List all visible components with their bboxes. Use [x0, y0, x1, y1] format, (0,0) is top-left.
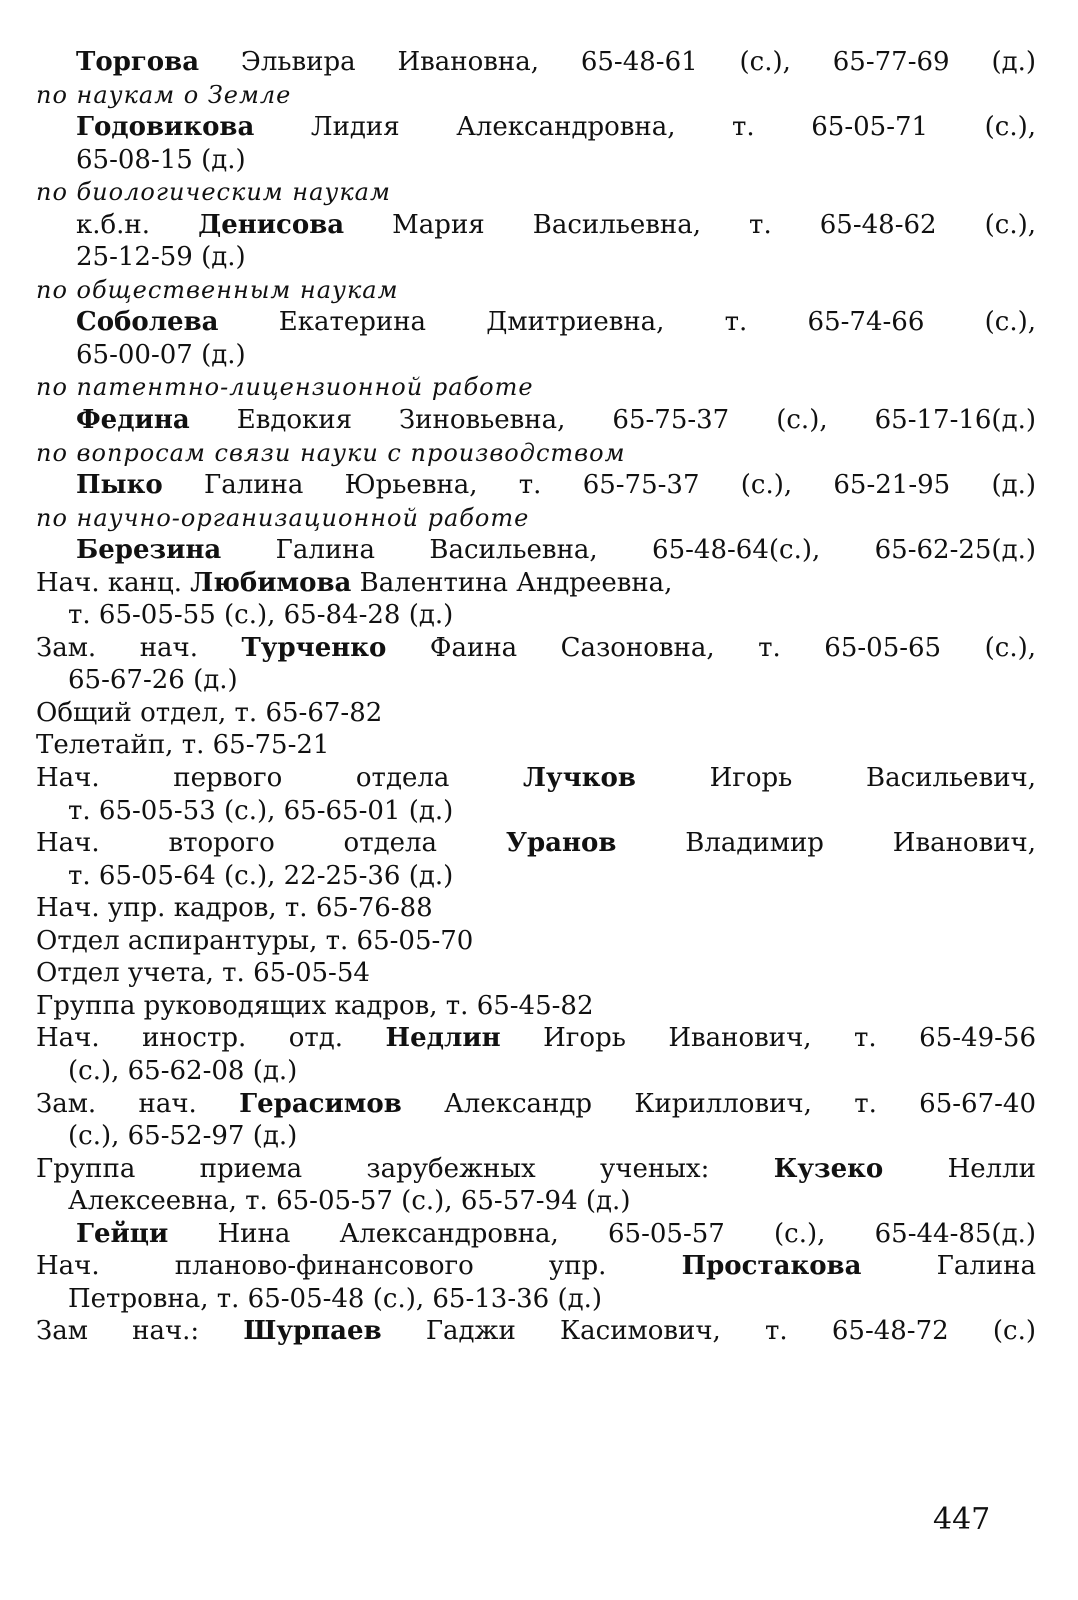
directory-line [36, 1250, 1036, 1283]
section-label [36, 437, 1036, 470]
directory-line [36, 144, 1036, 177]
entry-text: Группа приема зарубежных ученых: [36, 1153, 774, 1184]
entry-text: к.б.н. [76, 209, 199, 240]
entry-text: по биологическим наукам [36, 178, 391, 207]
entry-text: Фаина Сазоновна, т. 65-05-65 (с.), [386, 632, 1036, 663]
person-surname: Кузеко [773, 1153, 884, 1184]
person-surname: Березина [76, 535, 222, 566]
directory-line [36, 762, 1036, 795]
entry-text: Галина Васильевна, 65-48-64(с.), 65-62-25(д.) [221, 535, 1036, 566]
entry-text: Валентина Андреевна, [351, 567, 673, 598]
entry-text: 25-12-59 (д.) [76, 242, 246, 273]
entry-text: Зам нач.: [36, 1316, 244, 1347]
entry-text: 65-08-15 (д.) [76, 144, 246, 175]
directory-line [36, 209, 1036, 242]
person-surname: Герасимов [239, 1088, 402, 1119]
directory-line [36, 892, 1036, 925]
directory-line [36, 339, 1036, 372]
person-surname: Простакова [681, 1251, 862, 1282]
entry-text: по патентно-лицензионной работе [36, 373, 534, 402]
directory-line [36, 697, 1036, 730]
directory-line [36, 1283, 1036, 1316]
entry-text: Лидия Александровна, т. 65-05-71 (с.), [254, 112, 1036, 143]
person-surname: Торгова [76, 47, 200, 77]
entry-text: 65-67-26 (д.) [68, 665, 238, 696]
directory-line [36, 1185, 1036, 1218]
directory-line [36, 404, 1036, 437]
directory-line [36, 241, 1036, 274]
entry-text: Алексеевна, т. 65-05-57 (с.), 65-57-94 (д.) [68, 1186, 631, 1217]
person-surname: Годовикова [76, 112, 255, 143]
directory-line [36, 1218, 1036, 1251]
person-surname: Федина [76, 405, 190, 436]
section-label [36, 502, 1036, 535]
person-surname: Гейци [76, 1218, 169, 1249]
section-label [36, 371, 1036, 404]
entry-text: Отдел аспирантуры, т. 65-05-70 [36, 925, 474, 956]
entry-text: Телетайп, т. 65-75-21 [36, 730, 330, 761]
directory-line [36, 957, 1036, 990]
directory-line [36, 46, 1036, 79]
entry-text: Зам. нач. [36, 632, 242, 663]
directory-line [36, 599, 1036, 632]
entry-text: Зам. нач. [36, 1088, 240, 1119]
directory-line [36, 1088, 1036, 1121]
entry-text: Отдел учета, т. 65-05-54 [36, 958, 370, 989]
entry-text: т. 65-05-53 (с.), 65-65-01 (д.) [68, 795, 454, 826]
entry-text: Нелли [883, 1153, 1036, 1184]
entry-text: Нач. планово-финансового упр. [36, 1251, 682, 1282]
entry-text: Нач. канц. [36, 567, 191, 598]
entry-text: по наукам о Земле [36, 80, 292, 109]
directory-line [36, 795, 1036, 828]
person-surname: Любимова [190, 567, 352, 598]
entry-text: Гаджи Касимович, т. 65-48-72 (с.) [381, 1316, 1036, 1347]
entry-text: Игорь Васильевич, [635, 763, 1036, 794]
entry-text: по вопросам связи науки с производством [36, 438, 626, 467]
person-surname: Пыко [76, 470, 163, 501]
person-surname: Шурпаев [243, 1316, 382, 1347]
person-surname: Денисова [198, 209, 345, 240]
entry-text: т. 65-05-64 (с.), 22-25-36 (д.) [68, 860, 454, 891]
entry-text: Мария Васильевна, т. 65-48-62 (с.), [344, 209, 1036, 240]
directory-line [36, 567, 1036, 600]
entry-text: Нач. первого отдела [36, 763, 524, 794]
directory-line [36, 827, 1036, 860]
person-surname: Недлин [385, 1023, 501, 1054]
entry-text: (с.), 65-62-08 (д.) [68, 1055, 298, 1086]
entry-text: Евдокия Зиновьевна, 65-75-37 (с.), 65-17-16(д.) [189, 405, 1036, 436]
directory-line [36, 111, 1036, 144]
directory-line [36, 860, 1036, 893]
directory-line [36, 1055, 1036, 1088]
directory-line [36, 306, 1036, 339]
entry-text: Владимир Иванович, [616, 828, 1036, 859]
entry-text: Александр Кириллович, т. 65-67-40 [401, 1088, 1036, 1119]
entry-text: по общественным наукам [36, 275, 399, 304]
entry-text: по научно-организационной работе [36, 503, 530, 532]
directory-line [36, 990, 1036, 1023]
entry-text: Петровна, т. 65-05-48 (с.), 65-13-36 (д.) [68, 1283, 603, 1314]
entry-text: Галина Юрьевна, т. 65-75-37 (с.), 65-21-95 (д.) [162, 470, 1036, 501]
page-number: 447 [933, 1502, 991, 1537]
directory-page [36, 46, 1036, 1348]
person-surname: Турченко [241, 632, 387, 663]
section-label [36, 274, 1036, 307]
directory-line [36, 925, 1036, 958]
directory-line [36, 534, 1036, 567]
entry-text: т. 65-05-55 (с.), 65-84-28 (д.) [68, 600, 454, 631]
section-label [36, 176, 1036, 209]
section-label [36, 79, 1036, 112]
entry-text: Нач. иностр. отд. [36, 1023, 386, 1054]
directory-line [36, 469, 1036, 502]
entry-text: (с.), 65-52-97 (д.) [68, 1121, 298, 1152]
entry-text: Общий отдел, т. 65-67-82 [36, 697, 383, 728]
directory-line [36, 1315, 1036, 1348]
entry-text: Екатерина Дмитриевна, т. 65-74-66 (с.), [218, 307, 1036, 338]
directory-line [36, 1120, 1036, 1153]
directory-line [36, 1022, 1036, 1055]
person-surname: Лучков [523, 763, 636, 794]
directory-line [36, 632, 1036, 665]
entry-text: Галина [861, 1251, 1036, 1282]
entry-text: Нина Александровна, 65-05-57 (с.), 65-44-85(д.) [168, 1218, 1036, 1249]
person-surname: Уранов [505, 828, 617, 859]
entry-text: Группа руководящих кадров, т. 65-45-82 [36, 990, 594, 1021]
directory-line [36, 1153, 1036, 1186]
entry-text: 65-00-07 (д.) [76, 339, 246, 370]
entry-text: Игорь Иванович, т. 65-49-56 [500, 1023, 1036, 1054]
directory-line [36, 729, 1036, 762]
entry-text: Нач. упр. кадров, т. 65-76-88 [36, 893, 433, 924]
entry-text: Эльвира Ивановна, 65-48-61 (с.), 65-77-69 (д.) [199, 47, 1036, 77]
directory-line [36, 664, 1036, 697]
person-surname: Соболева [76, 307, 219, 338]
entry-text: Нач. второго отдела [36, 828, 506, 859]
